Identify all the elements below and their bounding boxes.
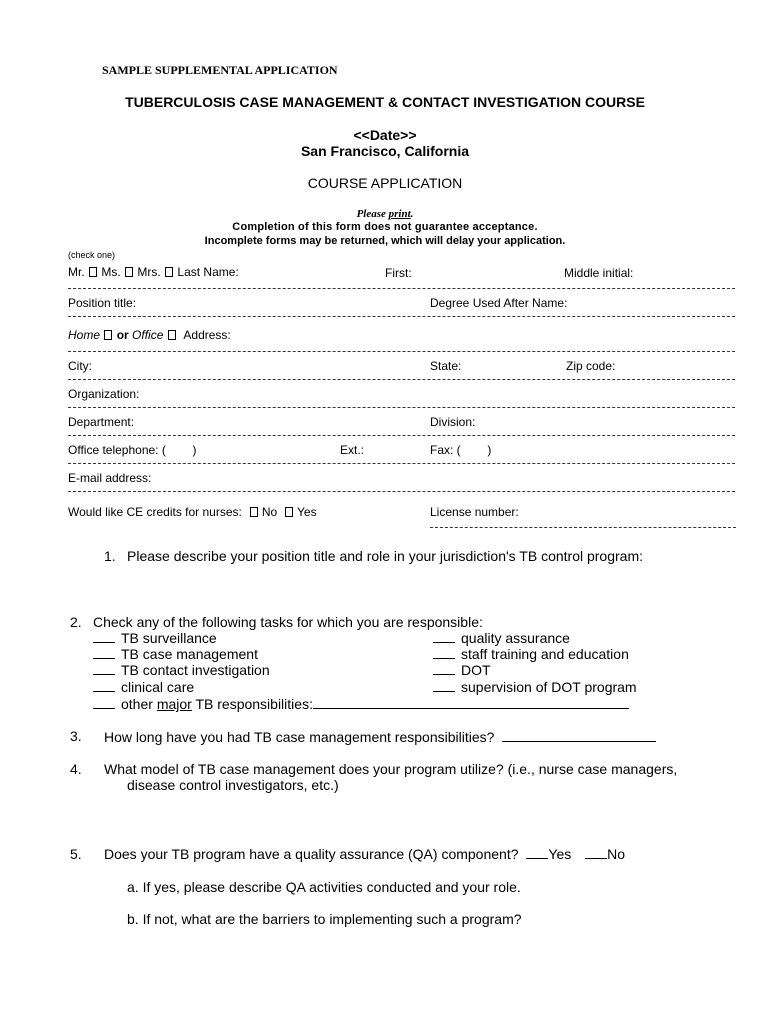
q5-no-label: No <box>607 846 626 862</box>
ms-label: Ms. <box>101 265 121 279</box>
question-4-number: 4. <box>70 761 82 777</box>
task-left-4[interactable]: clinical care <box>93 679 194 695</box>
address-row <box>68 328 231 342</box>
q5-yes-blank[interactable] <box>526 847 548 859</box>
question-5-text: Does your TB program have a quality assurance (QA) component? <box>104 846 519 862</box>
task-right-3[interactable]: DOT <box>433 662 491 678</box>
fax-label[interactable]: Fax: ( ) <box>430 443 492 457</box>
email-label[interactable]: E-mail address: <box>68 471 152 485</box>
position-title-label[interactable]: Position title: <box>68 296 137 310</box>
license-line <box>430 527 736 528</box>
course-title: TUBERCULOSIS CASE MANAGEMENT & CONTACT INVESTIGATION COURSE <box>125 94 645 110</box>
question-5a-text: a. If yes, please describe QA activities conducted and your role. <box>127 879 521 895</box>
divider <box>68 463 735 464</box>
question-2-number: 2. <box>70 614 82 630</box>
please-text: Please <box>356 208 389 220</box>
divider <box>68 288 735 289</box>
address-label: Address: <box>183 328 231 342</box>
question-5-row <box>104 846 625 862</box>
mrs-label: Mrs. <box>137 265 161 279</box>
question-1-number: 1. <box>104 548 116 564</box>
ce-yes-checkbox[interactable] <box>285 507 293 517</box>
question-4-text-line-2: disease control investigators, etc.) <box>127 777 339 793</box>
task-right-1[interactable]: quality assurance <box>433 630 570 646</box>
office-label: Office <box>132 328 164 342</box>
task-right-2[interactable]: staff training and education <box>433 646 629 662</box>
ce-credits-label: Would like CE credits for nurses: <box>68 505 242 519</box>
question-3-number: 3. <box>70 728 82 744</box>
other-prefix: other <box>121 696 157 712</box>
other-answer-line[interactable] <box>313 695 629 709</box>
question-5-number: 5. <box>70 846 82 862</box>
please-print <box>0 208 770 220</box>
mrs-checkbox[interactable] <box>165 267 173 277</box>
instruction-line-2: Incomplete forms may be returned, which will delay your application. <box>204 235 566 247</box>
q5-yes-label: Yes <box>548 846 572 862</box>
sample-label: SAMPLE SUPPLEMENTAL APPLICATION <box>102 63 338 77</box>
zip-label[interactable]: Zip code: <box>566 359 616 373</box>
task-left-1[interactable]: TB surveillance <box>93 630 217 646</box>
organization-label[interactable]: Organization: <box>68 387 140 401</box>
instruction-line-1: Completion of this form does not guarantee acceptance. <box>232 221 538 233</box>
question-5b-text: b. If not, what are the barriers to implementing such a program? <box>127 911 522 927</box>
task-left-2[interactable]: TB case management <box>93 646 258 662</box>
date-placeholder: <<Date>> <box>353 127 417 143</box>
location: San Francisco, California <box>300 143 470 159</box>
office-checkbox[interactable] <box>168 330 176 340</box>
period-text: . <box>410 208 414 220</box>
print-text: print <box>388 208 411 220</box>
divider <box>68 316 735 317</box>
or-label: or <box>116 328 129 342</box>
home-label: Home <box>68 328 101 342</box>
division-label[interactable]: Division: <box>430 415 476 429</box>
q5-no-blank[interactable] <box>585 847 607 859</box>
state-label[interactable]: State: <box>430 359 462 373</box>
ms-checkbox[interactable] <box>125 267 133 277</box>
divider <box>68 379 735 380</box>
city-label[interactable]: City: <box>68 359 92 373</box>
check-one-label: (check one) <box>68 250 116 260</box>
last-name-label: Last Name: <box>177 265 239 279</box>
degree-label[interactable]: Degree Used After Name: <box>430 296 568 310</box>
ext-label[interactable]: Ext.: <box>340 443 365 457</box>
question-4-text-line-1: What model of TB case management does your program utilize? (i.e., nurse case managers, <box>104 761 678 777</box>
form-title: COURSE APPLICATION <box>307 175 463 191</box>
title-row <box>68 265 239 279</box>
license-label[interactable]: License number: <box>430 505 519 519</box>
question-3-row <box>104 728 656 745</box>
other-major: major <box>156 696 192 712</box>
mr-checkbox[interactable] <box>89 267 97 277</box>
ce-no-label: No <box>261 505 278 519</box>
divider <box>68 407 735 408</box>
middle-initial-label: Middle initial: <box>564 266 634 280</box>
task-right-4[interactable]: supervision of DOT program <box>433 679 637 695</box>
task-other[interactable] <box>93 695 629 712</box>
task-left-3[interactable]: TB contact investigation <box>93 662 270 678</box>
ce-no-checkbox[interactable] <box>250 507 258 517</box>
question-2-text: Check any of the following tasks for which you are responsible: <box>93 614 483 630</box>
question-3-text: How long have you had TB case management responsibilities? <box>104 729 495 745</box>
other-suffix: TB responsibilities: <box>191 696 313 712</box>
office-telephone-label[interactable]: Office telephone: ( ) <box>68 443 197 457</box>
ce-credits-row <box>68 505 317 519</box>
divider <box>68 491 735 492</box>
ce-yes-label: Yes <box>297 505 317 519</box>
home-checkbox[interactable] <box>104 330 112 340</box>
mr-label: Mr. <box>68 265 85 279</box>
question-3-answer-line[interactable] <box>502 728 656 742</box>
department-label[interactable]: Department: <box>68 415 135 429</box>
divider <box>68 351 735 352</box>
question-1-text: Please describe your position title and role in your jurisdiction's TB control program: <box>127 548 643 564</box>
first-name-label: First: <box>385 266 412 280</box>
divider <box>68 435 735 436</box>
